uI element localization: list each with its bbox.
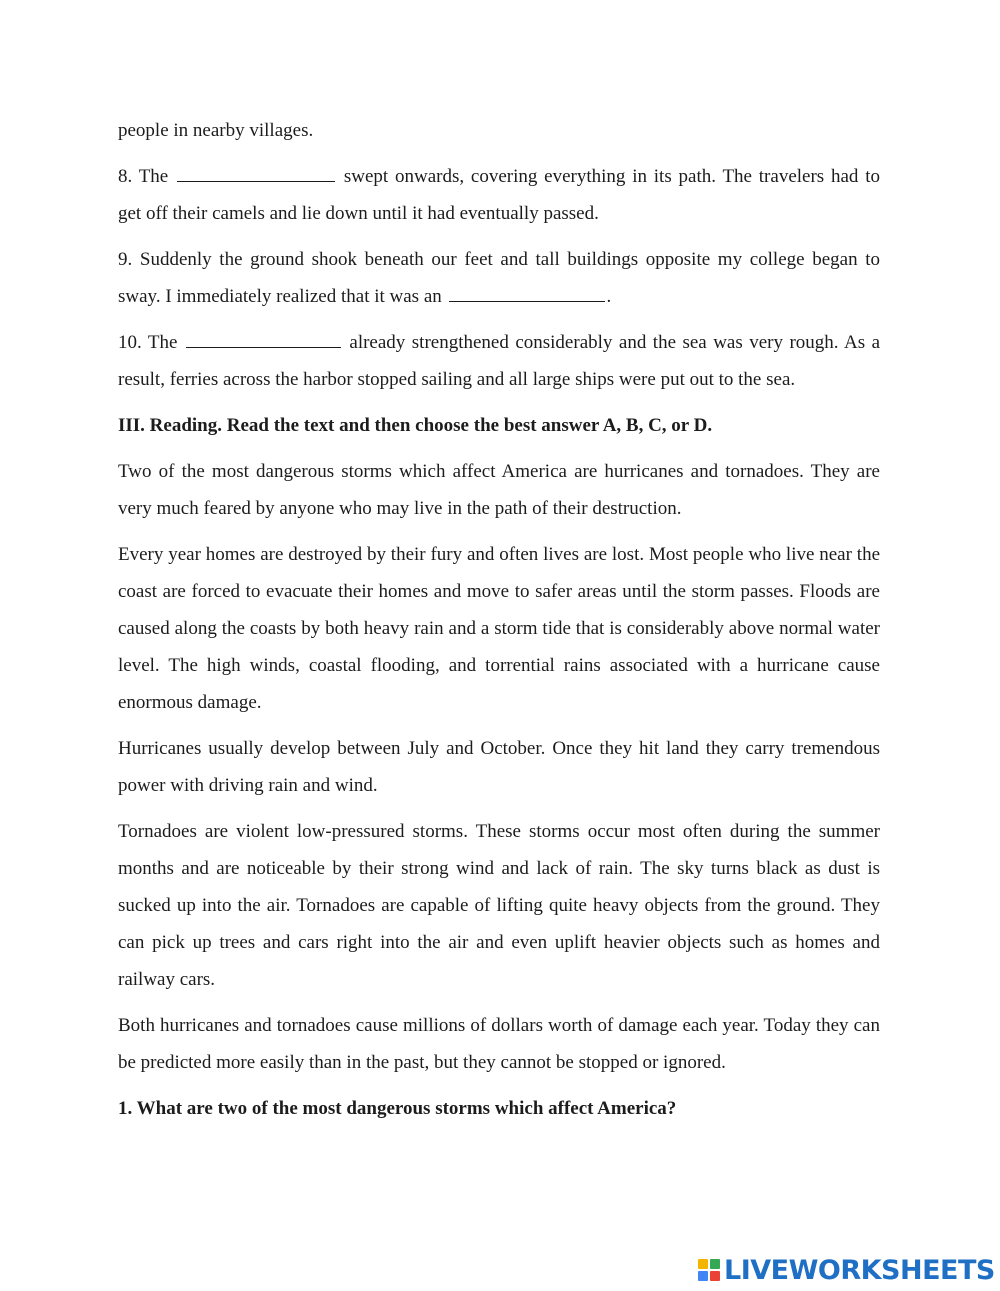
- section-heading: III. Reading. Read the text and then choose the best answer A, B, C, or D.: [118, 415, 713, 436]
- logo-block-2: [710, 1259, 720, 1269]
- logo-block-3: [698, 1271, 708, 1281]
- reading-paragraph-3: Hurricanes usually develop between July and October. Once they hit land they carry tremendous power with driving rain and wind.: [118, 738, 880, 796]
- item-9-suffix: .: [606, 286, 612, 307]
- answer-blank-9[interactable]: [449, 286, 605, 302]
- answer-blank-8[interactable]: [177, 166, 335, 182]
- logo-block-4: [710, 1271, 720, 1281]
- question-1: 1. What are two of the most dangerous storms which affect America?: [118, 1098, 677, 1119]
- logo-blocks-icon: [698, 1259, 720, 1281]
- logo-block-1: [698, 1259, 708, 1269]
- item-8-text: swept onwards, covering everything in its path. The travelers had to get off their camels and lie down until it had eventually passed.: [118, 166, 880, 224]
- continued-text: people in nearby villages.: [118, 120, 314, 141]
- worksheet-page: [118, 112, 880, 1136]
- question-item-10: [118, 324, 880, 398]
- item-9-text: 9. Suddenly the ground shook beneath our feet and tall buildings opposite my college began to sway. I immediately realized that it was an: [118, 249, 880, 307]
- reading-paragraph-1: Two of the most dangerous storms which affect America are hurricanes and tornadoes. They are very much feared by anyone who may live in the path of their destruction.: [118, 461, 880, 519]
- reading-paragraph-5: Both hurricanes and tornadoes cause millions of dollars worth of damage each year. Today they can be predicted more easily than in the past, but they cannot be stopped or ignored.: [118, 1015, 880, 1073]
- item-8-prefix: 8. The: [118, 166, 169, 187]
- question-item-8: [118, 158, 880, 232]
- item-10-text: already strengthened considerably and the sea was very rough. As a result, ferries across the harbor stopped sailing and all large ships were put out to the sea.: [118, 332, 881, 390]
- item-10-prefix: 10. The: [118, 332, 178, 353]
- reading-paragraph-2: Every year homes are destroyed by their fury and often lives are lost. Most people who live near the coast are forced to evacuate their homes and move to safer areas until the storm passes. Floods are caused along the coasts by both heavy rain and a storm tide that is considerably above normal water level. The high winds, coastal flooding, and torrential rains associated with a hurricane cause enormous damage.: [118, 544, 880, 713]
- liveworksheets-logo: [698, 1252, 995, 1288]
- question-item-9: [118, 241, 880, 315]
- logo-text: LIVEWORKSHEETS: [724, 1254, 995, 1286]
- answer-blank-10[interactable]: [186, 332, 341, 348]
- reading-paragraph-4: Tornadoes are violent low-pressured storms. These storms occur most often during the summer months and are noticeable by their strong wind and lack of rain. The sky turns black as dust is sucked up into the air. Tornadoes are capable of lifting quite heavy objects from the ground. They can pick up trees and cars right into the air and even uplift heavier objects such as homes and railway cars.: [118, 821, 880, 990]
